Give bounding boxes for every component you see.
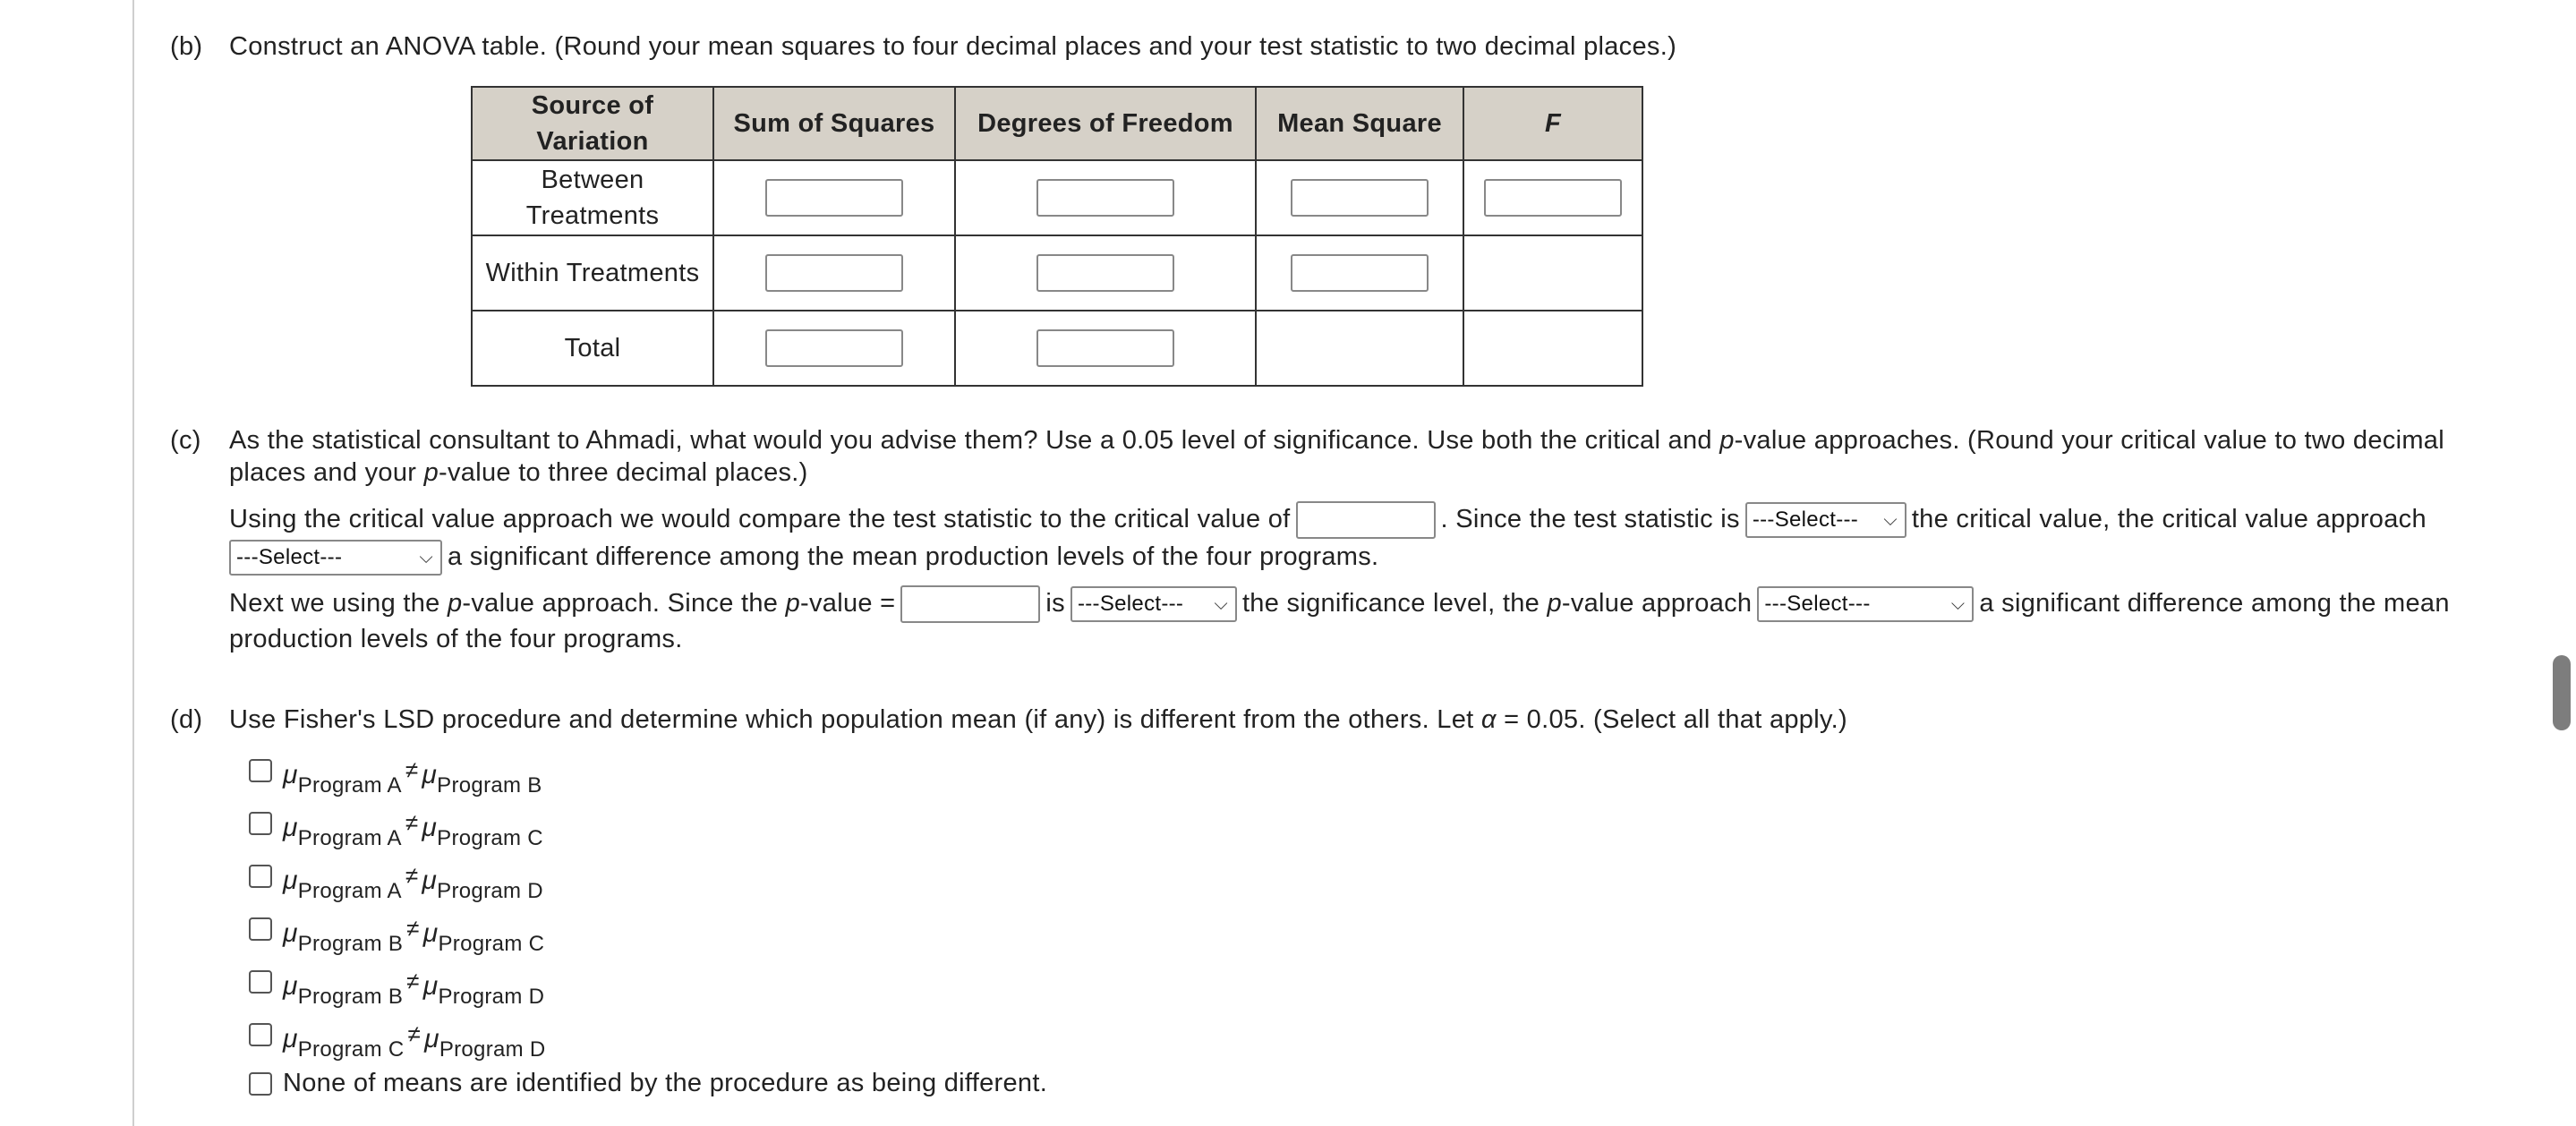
page: (b) Construct an ANOVA table. (Round your mean squares to four decimal places and your test statistic to two decimal places.) Source of Variation Sum of Squares Degrees of Freedom Mean Square F Between Treatments Within Treatments Total (c) As the statistical consultant to Ahmadi, what would you advise them? Use a 0.05 level of significance. Use both the critical and p-value approaches. (Round your critical value to two decimal places and your p-value to three decimal places.) Using the critical value approach we would compare the test statistic to the critical value of . Since the test statistic is ---Select--- ⌵ the critical value, the critical value approach ---Select--- ⌵ a significant difference among the mean production levels of the four programs. Next we using the p-value approach. Since the p-value = is ---Select--- ⌵ the significance level, the p-value approach ---Select--- ⌵ a significant difference among the mean production levels of the four programs. (d) Use Fisher's LSD procedure and determine which population mean (if any) is different from the others. Let α = 0.05. (Select all that apply.) μProgram A≠ μProgram B μProgram A≠ μProgram C μProgram A≠ μProgram D μProgram B≠ μProgram C μProgram B≠ μProgram D μProgram C≠ μProgram D None of means are identified by the procedure as being different. [0, 0, 2576, 1126]
total-df-input[interactable] [1036, 329, 1174, 367]
checkbox[interactable] [249, 917, 272, 941]
row-within-label: Within Treatments [472, 235, 713, 311]
within-ms-input[interactable] [1291, 254, 1429, 292]
row-total [472, 311, 1642, 386]
total-f-empty [1463, 311, 1642, 386]
checkbox[interactable] [249, 759, 272, 782]
p-value-compare-select[interactable]: ---Select--- ⌵ [1070, 586, 1237, 622]
content-border [132, 0, 134, 1126]
between-ms-input[interactable] [1291, 179, 1429, 217]
row-within [472, 235, 1642, 311]
checkbox[interactable] [249, 865, 272, 888]
header-ms: Mean Square [1256, 87, 1463, 160]
part-d-label: (d) [170, 705, 203, 734]
between-f-input[interactable] [1484, 179, 1622, 217]
total-ss-input[interactable] [765, 329, 903, 367]
header-f: F [1463, 87, 1642, 160]
chevron-down-icon: ⌵ [1883, 510, 1898, 531]
header-ss: Sum of Squares [713, 87, 955, 160]
p-value-sentence: Next we using the p-value approach. Since the p-value = is ---Select--- ⌵ the significance level, the p-value approach ---Select--- ⌵ a significant difference among the mean [229, 585, 2450, 623]
part-c-label: (c) [170, 426, 201, 455]
part-d-instruction: Use Fisher's LSD procedure and determine which population mean (if any) is different from the others. Let α = 0.05. (Select all that apply.) [229, 705, 1847, 734]
option-none-label: None of means are identified by the procedure as being different. [283, 1069, 1048, 1097]
chevron-down-icon: ⌵ [1950, 594, 1966, 615]
row-between-label: Between Treatments [472, 160, 713, 235]
critical-approach-conclusion-select[interactable]: ---Select--- ⌵ [229, 540, 442, 576]
part-c-question-line1: As the statistical consultant to Ahmadi, what would you advise them? Use a 0.05 level of significance. Use both the critical and p-value approaches. (Round your critical value to two decimal [229, 426, 2444, 455]
total-ms-empty [1256, 311, 1463, 386]
within-f-empty [1463, 235, 1642, 311]
between-df-input[interactable] [1036, 179, 1174, 217]
part-c-question-line2: places and your p-value to three decimal places.) [229, 458, 808, 487]
row-total-label: Total [472, 311, 713, 386]
checkbox[interactable] [249, 1023, 272, 1046]
header-df: Degrees of Freedom [955, 87, 1256, 160]
between-ss-input[interactable] [765, 179, 903, 217]
anova-header-row [472, 87, 1642, 160]
critical-value-sentence-cont: ---Select--- ⌵ a significant difference among the mean production levels of the four programs. [224, 539, 1378, 576]
within-ss-input[interactable] [765, 254, 903, 292]
chevron-down-icon: ⌵ [419, 548, 433, 568]
p-value-input[interactable] [900, 585, 1040, 623]
test-stat-compare-select[interactable]: ---Select--- ⌵ [1745, 502, 1906, 538]
part-b-label: (b) [170, 32, 203, 61]
critical-value-input[interactable] [1296, 501, 1436, 539]
scrollbar-thumb[interactable] [2553, 655, 2571, 730]
within-df-input[interactable] [1036, 254, 1174, 292]
checkbox[interactable] [249, 1072, 272, 1096]
checkbox[interactable] [249, 812, 272, 835]
checkbox[interactable] [249, 970, 272, 994]
header-source: Source of Variation [472, 87, 713, 160]
anova-table [471, 86, 1643, 387]
row-between [472, 160, 1642, 235]
chevron-down-icon: ⌵ [1214, 594, 1228, 615]
critical-value-sentence: Using the critical value approach we would compare the test statistic to the critical value of . Since the test statistic is ---Select--- ⌵ the critical value, the critical value approach [229, 501, 2427, 539]
part-b-instruction: Construct an ANOVA table. (Round your mean squares to four decimal places and your test statistic to two decimal places.) [229, 32, 1677, 61]
p-value-sentence-cont: production levels of the four programs. [229, 625, 683, 653]
p-value-conclusion-select[interactable]: ---Select--- ⌵ [1757, 586, 1974, 622]
